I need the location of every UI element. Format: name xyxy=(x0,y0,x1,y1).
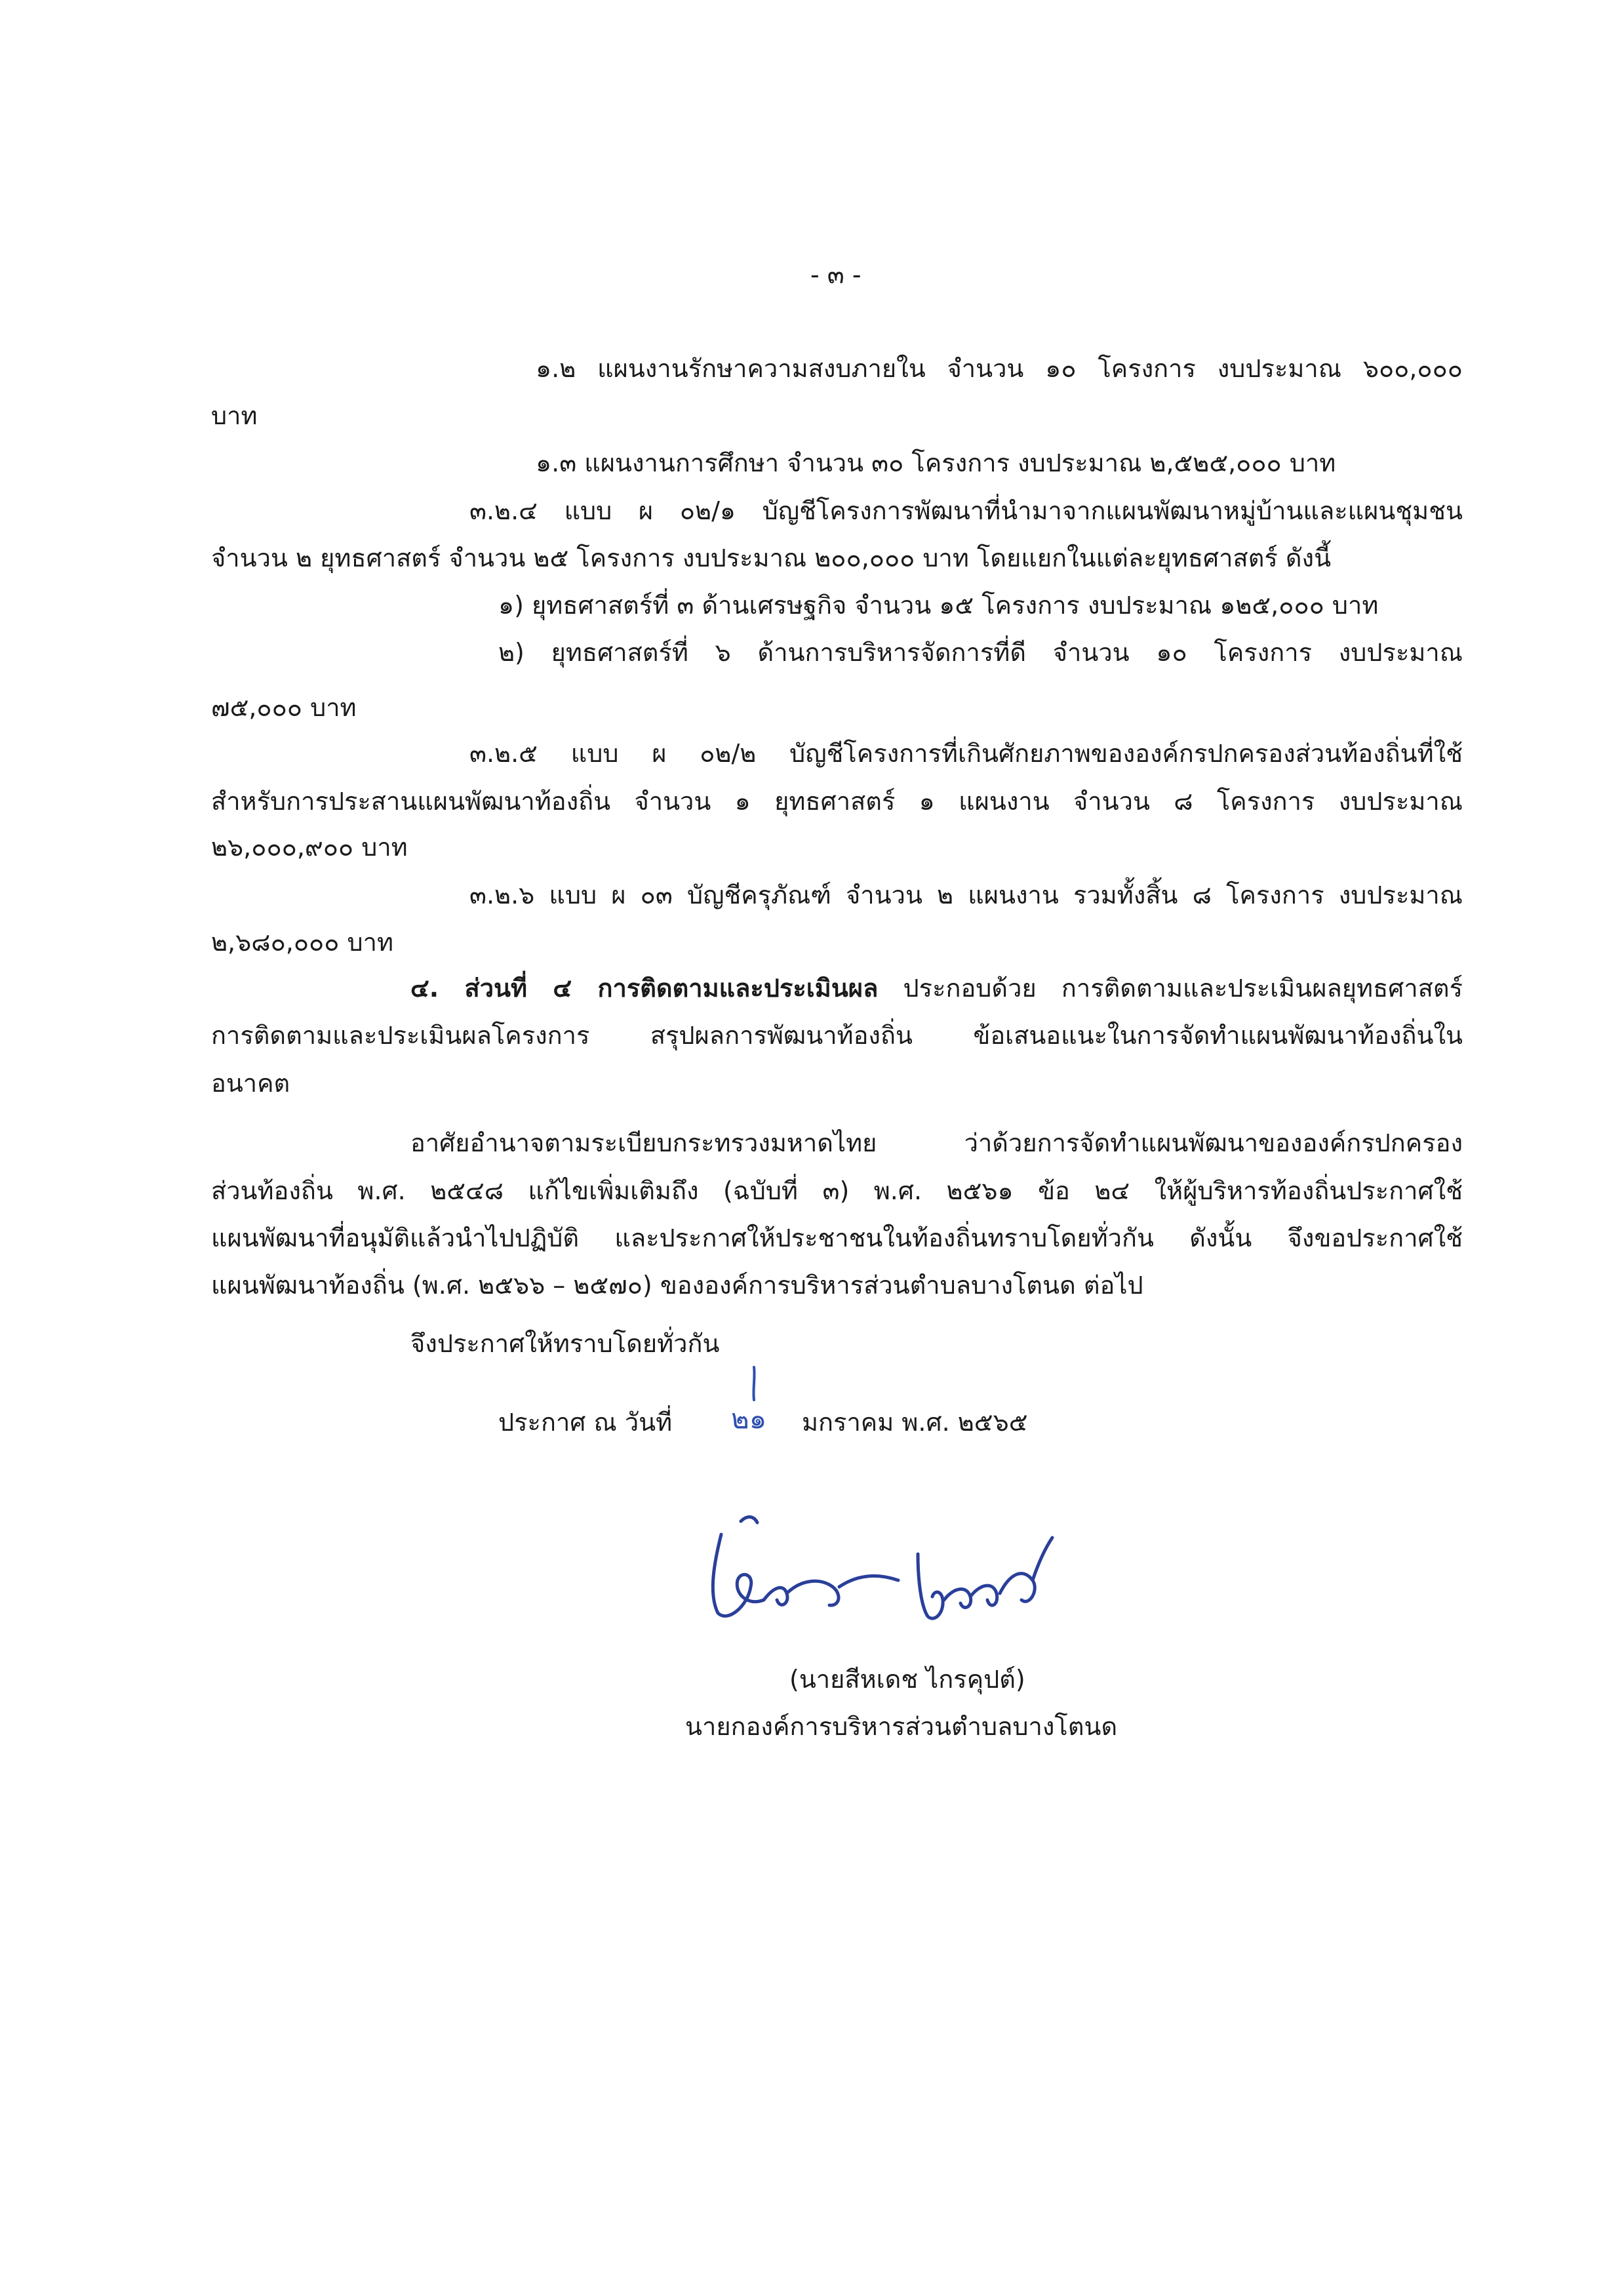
authority-line-2: ส่วนท้องถิ่น พ.ศ. ๒๕๔๘ แก้ไขเพิ่มเติมถึง (ฉบับที่ ๓) พ.ศ. ๒๕๖๑ ข้อ ๒๔ ให้ผู้บริหารท้องถิ่นประกาศใช้ xyxy=(211,1176,1463,1205)
date-blank-mark xyxy=(747,1364,774,1403)
authority-line-3: แผนพัฒนาที่อนุมัติแล้วนำไปปฏิบัติ และประกาศให้ประชาชนในท้องถิ่นทราบโดยทั่วกัน ดังนั้น จึงขอประกาศใช้ xyxy=(211,1224,1463,1252)
announcement-day-handwritten: ๒๑ xyxy=(731,1403,767,1435)
section-4-line xyxy=(410,976,1463,1001)
line-1-3-education: ๑.๓ แผนงานการศึกษา จำนวน ๓๐ โครงการ งบประมาณ ๒,๕๒๕,๐๐๐ บาท xyxy=(536,449,1336,477)
line-3-2-4-cont: จำนวน ๒ ยุทธศาสตร์ จำนวน ๒๕ โครงการ งบประมาณ ๒๐๐,๐๐๐ บาท โดยแยกในแต่ละยุทธศาสตร์ ดังนี้ xyxy=(211,544,1332,572)
section-4-text: ประกอบด้วย การติดตามและประเมินผลยุทธศาสตร์ xyxy=(878,974,1463,1003)
line-strategy-3: ๑) ยุทธศาสตร์ที่ ๓ ด้านเศรษฐกิจ จำนวน ๑๕ โครงการ งบประมาณ ๑๒๕,๐๐๐ บาท xyxy=(498,591,1379,620)
line-3-2-4: ๓.๒.๔ แบบ ผ ๐๒/๑ บัญชีโครงการพัฒนาที่นำมาจากแผนพัฒนาหมู่บ้านและแผนชุมชน xyxy=(469,496,1463,525)
line-baht: บาท xyxy=(211,401,258,430)
signature-ink xyxy=(702,1508,1069,1639)
line-strategy-6: ๒) ยุทธศาสตร์ที่ ๖ ด้านการบริหารจัดการที่ดี จำนวน ๑๐ โครงการ งบประมาณ xyxy=(498,638,1463,667)
line-1-2-internal-security: ๑.๒ แผนงานรักษาความสงบภายใน จำนวน ๑๐ โครงการ งบประมาณ ๖๐๐,๐๐๐ xyxy=(536,354,1463,383)
authority-line-1: อาศัยอำนาจตามระเบียบกระทรวงมหาดไทย ว่าด้วยการจัดทำแผนพัฒนาขององค์กรปกครอง xyxy=(410,1128,1463,1157)
signer-name: (นายสีหเดช ไกรคุปต์) xyxy=(789,1665,1025,1694)
authority-line-4: แผนพัฒนาท้องถิ่น (พ.ศ. ๒๕๖๖ – ๒๕๗๐) ขององค์การบริหารส่วนตำบลบางโตนด ต่อไป xyxy=(211,1271,1143,1300)
line-3-2-5: ๓.๒.๕ แบบ ผ ๐๒/๒ บัญชีโครงการที่เกินศักยภาพขององค์กรปกครองส่วนท้องถิ่นที่ใช้ xyxy=(469,739,1463,768)
section-4-heading: ๔. ส่วนที่ ๔ การติดตามและประเมินผล xyxy=(410,974,879,1003)
signature xyxy=(702,1508,1069,1639)
announcement-closing: จึงประกาศให้ทราบโดยทั่วกัน xyxy=(410,1329,720,1358)
page-number: - ๓ - xyxy=(810,260,862,289)
section-4-end: อนาคต xyxy=(211,1069,290,1098)
line-3-2-5-amount: ๒๖,๐๐๐,๙๐๐ บาท xyxy=(211,833,408,862)
line-3-2-5-cont: สำหรับการประสานแผนพัฒนาท้องถิ่น จำนวน ๑ ยุทธศาสตร์ ๑ แผนงาน จำนวน ๘ โครงการ งบประมาณ xyxy=(211,787,1463,816)
line-3-2-6: ๓.๒.๖ แบบ ผ ๐๓ บัญชีครุภัณฑ์ จำนวน ๒ แผนงาน รวมทั้งสิ้น ๘ โครงการ งบประมาณ xyxy=(469,881,1463,909)
announcement-date-prefix: ประกาศ ณ วันที่ xyxy=(498,1408,673,1437)
announcement-date-suffix: มกราคม พ.ศ. ๒๕๖๕ xyxy=(802,1408,1028,1437)
section-4-cont: การติดตามและประเมินผลโครงการ สรุปผลการพัฒนาท้องถิ่น ข้อเสนอแนะในการจัดทำแผนพัฒนาท้องถิ่นใน xyxy=(211,1021,1463,1050)
signer-title: นายกองค์การบริหารส่วนตำบลบางโตนด xyxy=(685,1712,1118,1741)
line-strategy-6-amount: ๗๕,๐๐๐ บาท xyxy=(211,693,357,722)
line-3-2-6-amount: ๒,๖๘๐,๐๐๐ บาท xyxy=(211,928,394,957)
